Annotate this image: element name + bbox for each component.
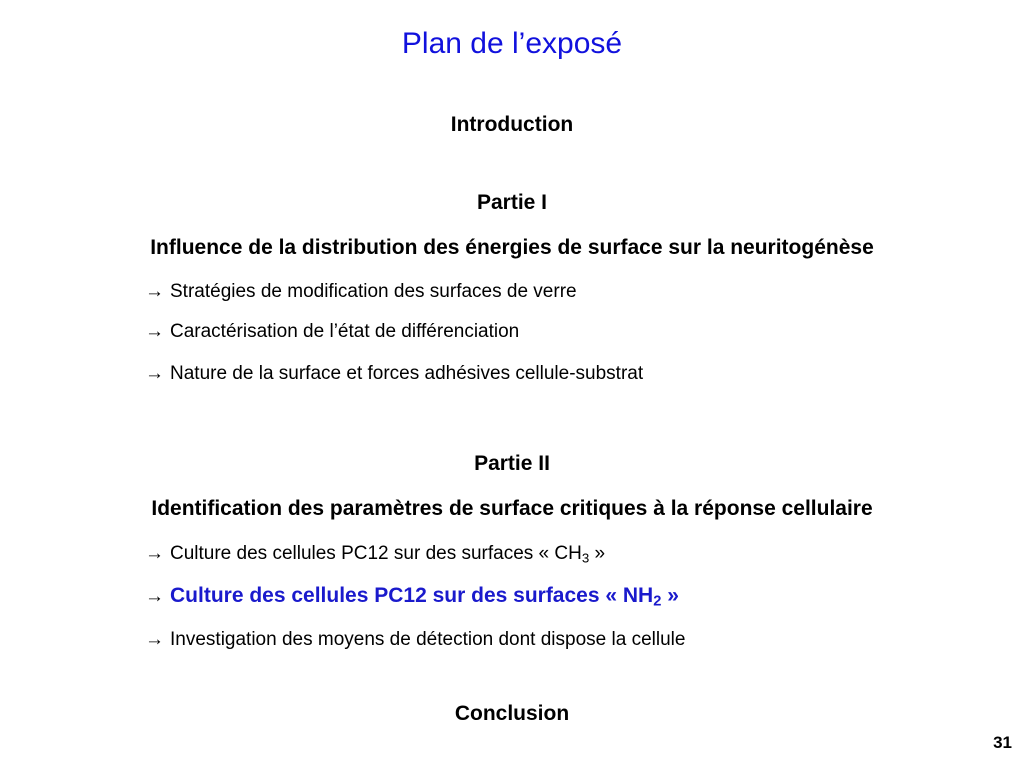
part2-item-2-current bbox=[142, 583, 679, 610]
conclusion-heading: Conclusion bbox=[454, 702, 570, 725]
part2-item-3 bbox=[142, 627, 685, 653]
arrow-right-icon: → bbox=[145, 586, 164, 607]
part2-item-2-text: Culture des cellules PC12 sur des surfaces « $NH_2$ » bbox=[170, 584, 679, 610]
slide-title: Plan de l’exposé bbox=[401, 27, 623, 60]
part2-item-1 bbox=[142, 541, 605, 567]
arrow-right-icon: → bbox=[145, 629, 164, 650]
part1-item-1-text: Stratégies de modification des surfaces de verre bbox=[170, 281, 577, 302]
part1-item-2-text: Caractérisation de l’état de différenciation bbox=[170, 321, 520, 342]
part1-item-3-text: Nature de la surface et forces adhésives cellule-substrat bbox=[170, 363, 644, 384]
part1-item-1 bbox=[142, 279, 577, 305]
part2-heading: Identification des paramètres de surface critiques à la réponse cellulaire bbox=[151, 497, 873, 520]
arrow-right-icon: → bbox=[145, 281, 164, 302]
part2-item-3-text: Investigation des moyens de détection dont dispose la cellule bbox=[170, 629, 686, 650]
arrow-right-icon: → bbox=[145, 321, 164, 342]
arrow-right-icon: → bbox=[145, 363, 164, 384]
arrow-right-icon: → bbox=[145, 543, 164, 564]
subscript: 2 bbox=[653, 593, 662, 610]
page-number: 31 bbox=[993, 733, 1012, 752]
part2-label: Partie II bbox=[474, 452, 550, 475]
part1-heading: Influence de la distribution des énergies de surface sur la neuritogénèse bbox=[150, 236, 874, 259]
part1-item-3 bbox=[142, 361, 643, 387]
introduction-heading: Introduction bbox=[450, 113, 574, 136]
part1-item-2 bbox=[142, 319, 519, 345]
part1-label: Partie I bbox=[476, 191, 548, 214]
subscript: 3 bbox=[581, 550, 590, 566]
part2-item-1-text: Culture des cellules PC12 sur des surfaces « $CH_3$ » bbox=[170, 543, 606, 566]
